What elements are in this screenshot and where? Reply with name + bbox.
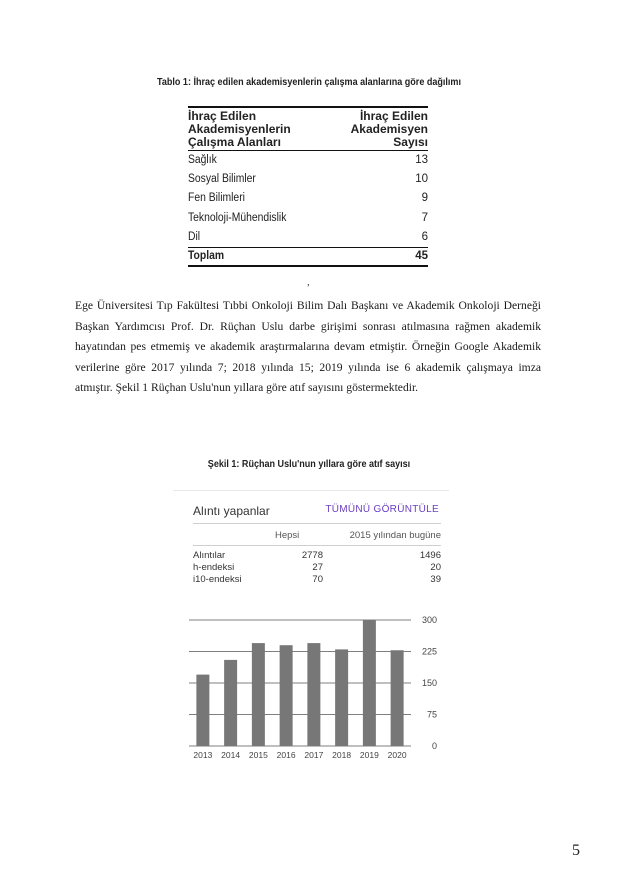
header-right-line: Akademisyen xyxy=(350,122,428,136)
stat-label: Alıntılar xyxy=(193,550,226,561)
table-caption: Tablo 1: İhraç edilen akademisyenlerin çalışma alanlarına göre dağılımı xyxy=(157,76,461,88)
scholar-citation-widget xyxy=(173,490,449,762)
column-header-since: 2015 yılından bugüne xyxy=(349,530,441,541)
work-area-table xyxy=(188,106,428,267)
bar-2017 xyxy=(307,643,320,746)
row-name: Fen Bilimleri xyxy=(188,192,245,205)
x-tick-label: 2018 xyxy=(332,750,352,760)
bar-2013 xyxy=(196,675,209,746)
row-name: Sağlık xyxy=(188,154,217,166)
total-value: 45 xyxy=(415,249,428,262)
bar-2014 xyxy=(224,660,237,746)
row-name: Teknoloji-Mühendislik xyxy=(188,211,287,224)
x-tick-label: 2013 xyxy=(193,750,213,760)
stray-comma: , xyxy=(307,276,310,288)
table-row xyxy=(188,189,428,208)
stat-label: i10-endeksi xyxy=(193,574,242,585)
header-right-line: Sayısı xyxy=(393,135,428,149)
y-tick-label: 300 xyxy=(421,615,437,625)
table-total-row xyxy=(188,247,428,267)
x-tick-label: 2017 xyxy=(304,750,324,760)
row-name: Sosyal Bilimler xyxy=(188,173,256,186)
row-name: Dil xyxy=(188,230,201,243)
y-tick-label: 150 xyxy=(421,678,437,688)
y-tick-label: 0 xyxy=(431,741,437,751)
row-value: 9 xyxy=(421,192,428,205)
x-tick-label: 2019 xyxy=(359,750,379,760)
stat-since: 20 xyxy=(430,562,441,573)
x-tick-label: 2015 xyxy=(248,750,268,760)
bar-2018 xyxy=(335,649,348,746)
citation-bar-chart xyxy=(173,490,449,762)
header-left-line: Akademisyenlerin xyxy=(188,122,291,136)
table-row xyxy=(188,209,428,228)
header-left xyxy=(188,110,328,149)
stat-all: 70 xyxy=(312,574,323,585)
page-number: 5 xyxy=(572,842,580,859)
bar-2016 xyxy=(280,645,293,746)
table-row xyxy=(188,170,428,189)
total-label: Toplam xyxy=(188,249,225,262)
row-value: 6 xyxy=(421,230,428,243)
stat-all: 27 xyxy=(312,562,323,573)
stat-label: h-endeksi xyxy=(193,562,235,573)
x-tick-label: 2020 xyxy=(387,750,407,760)
bar-2019 xyxy=(363,620,376,746)
header-left-line: Çalışma Alanları xyxy=(188,135,281,149)
table-row xyxy=(188,151,428,170)
figure-caption: Şekil 1: Rüçhan Uslu'nun yıllara göre atıf sayısı xyxy=(207,458,411,470)
table-row xyxy=(188,228,428,247)
bar-2015 xyxy=(252,643,265,746)
header-left-line: İhraç Edilen xyxy=(188,109,257,123)
row-value: 13 xyxy=(415,154,428,166)
row-value: 7 xyxy=(421,211,428,224)
body-paragraph: Ege Üniversitesi Tıp Fakültesi Tıbbi Onkoloji Bilim Dalı Başkanı ve Akademik Onkoloji Derneği Başkan Yardımcısı Prof. Dr. Rüçhan Uslu darbe girişimi sonrası atılmasına rağmen akademik hayatından pes etmemiş ve akademik araştırmalarına devam etmiştir. Örneğin Google Akademik verilerine göre 2017 yılında 7; 2018 yılında 15; 2019 yılında ise 6 akademik çalışmaya imza atmıştır. Şekil 1 Rüçhan Uslu'nun yıllara göre atıf sayısını göstermektedir. xyxy=(75,299,541,394)
row-value: 10 xyxy=(415,173,428,186)
stat-all: 2778 xyxy=(301,550,323,561)
y-tick-label: 75 xyxy=(426,709,437,720)
y-tick-label: 225 xyxy=(421,646,437,657)
header-right xyxy=(328,110,428,149)
x-tick-label: 2016 xyxy=(276,750,296,760)
x-tick-label: 2014 xyxy=(221,750,241,760)
view-all-link[interactable]: TÜMÜNÜ GÖRÜNTÜLE xyxy=(325,504,439,515)
column-header-all: Hepsi xyxy=(275,530,300,541)
stat-since: 1496 xyxy=(419,550,441,561)
header-right-line: İhraç Edilen xyxy=(359,109,428,123)
bar-2020 xyxy=(391,650,404,746)
table-header xyxy=(188,106,428,151)
stat-since: 39 xyxy=(430,574,441,585)
widget-title: Alıntı yapanlar xyxy=(193,504,270,518)
